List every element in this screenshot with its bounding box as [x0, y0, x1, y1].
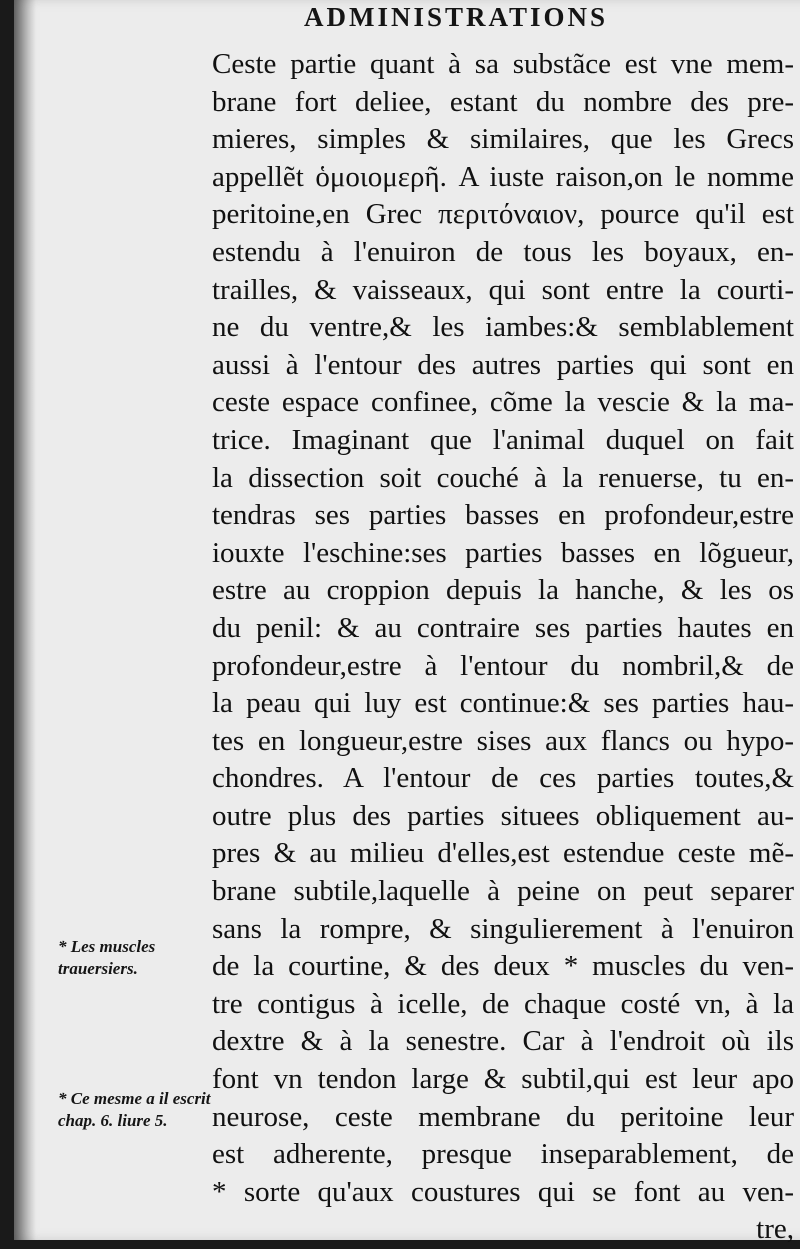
text-line: trice. Imaginant que l'animal duquel on fait — [212, 423, 794, 456]
text-line: chondres. A l'entour de ces parties toutes,& — [212, 762, 794, 795]
text-line: * sorte qu'aux coustures qui se font au ven- — [212, 1175, 794, 1208]
text-line: estendu à l'enuiron de tous les boyaux, en- — [212, 235, 794, 268]
text-line: la peau qui luy est continue:& ses parties hau- — [212, 687, 794, 720]
text-line: tre, — [756, 1213, 794, 1246]
text-line: de la courtine, & des deux * muscles du ven- — [212, 950, 794, 983]
text-line: pres & au milieu d'elles,est estendue ceste mẽ- — [212, 837, 794, 870]
text-line: tendras ses parties basses en profondeur,estre — [212, 499, 794, 532]
gutter-shadow — [14, 0, 36, 1240]
text-line: neurose, ceste membrane du peritoine leur — [212, 1100, 794, 1133]
text-line: font vn tendon large & subtil,qui est leur apo — [212, 1063, 794, 1096]
text-line: appellẽt ὁμοιομερῆ. A iuste raison,on le nomme — [212, 160, 794, 193]
text-line: trailles, & vaisseaux, qui sont entre la courti- — [212, 273, 794, 306]
running-title: ADMINISTRATIONS — [304, 2, 609, 32]
text-line: brane fort deliee, estant du nombre des pre- — [212, 85, 794, 118]
text-line: iouxte l'eschine:ses parties basses en lõgueur, — [212, 536, 794, 569]
text-line: brane subtile,laquelle à peine on peut separer — [212, 875, 794, 908]
text-line: outre plus des parties situees obliquement au- — [212, 799, 794, 832]
text-line: la dissection soit couché à la renuerse, tu en- — [212, 461, 794, 494]
text-line: du penil: & au contraire ses parties hautes en — [212, 611, 794, 644]
text-line: mieres, simples & similaires, que les Grecs — [212, 123, 794, 156]
text-line: ceste espace confinee, cõme la vescie & la ma- — [212, 386, 794, 419]
text-line: aussi à l'entour des autres parties qui sont en — [212, 348, 794, 381]
text-line: estre au croppion depuis la hanche, & les os — [212, 574, 794, 607]
body-text — [212, 46, 794, 1249]
text-line: Ceste partie quant à sa substãce est vne mem- — [212, 48, 794, 80]
margin-note-muscles: * Les muscles trauersiers. — [58, 937, 156, 978]
text-line: est adherente, presque inseparablement, de — [212, 1138, 794, 1171]
text-line: peritoine,en Grec περιτόναιον, pource qu'il est — [212, 198, 794, 231]
text-line: tre contigus à icelle, de chaque costé vn, à la — [212, 987, 794, 1020]
margin-note-chapter-reference: * Ce mesme a il escrit chap. 6. liure 5. — [58, 1089, 211, 1130]
text-line: profondeur,estre à l'entour du nombril,& de — [212, 649, 794, 682]
text-line: ne du ventre,& les iambes:& semblablement — [212, 311, 794, 344]
text-line: dextre & à la senestre. Car à l'endroit où ils — [212, 1025, 794, 1058]
book-page — [14, 0, 800, 1246]
text-line: tes en longueur,estre sises aux flancs ou hypo- — [212, 724, 794, 757]
text-line: sans la rompre, & singulierement à l'enuiron — [212, 912, 794, 945]
